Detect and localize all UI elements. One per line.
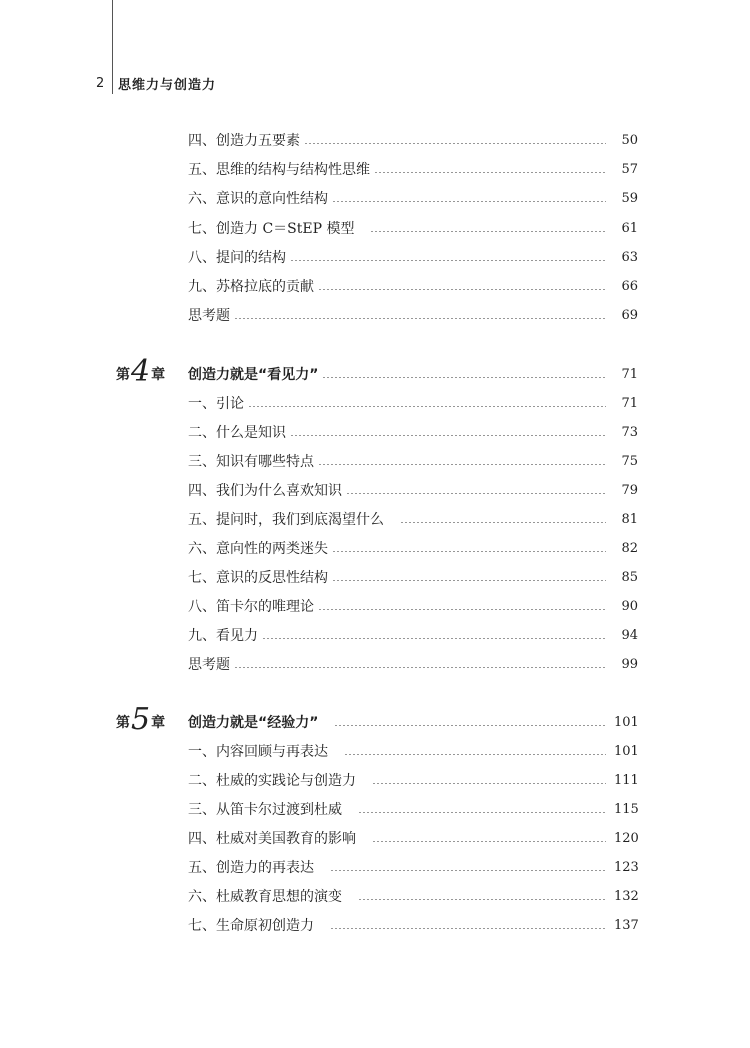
running-title: 思维力与创造力	[118, 77, 217, 93]
leader-dots	[374, 172, 606, 173]
entry-title: 六、意识的意向性结构	[188, 191, 328, 207]
entry-title: 七、生命原初创造力	[188, 918, 314, 934]
entry-title: 九、看见力	[188, 628, 258, 644]
entry-title: 二、杜威的实践论与创造力	[188, 773, 356, 789]
page-ref: 137	[614, 917, 639, 933]
page-ref: 71	[621, 366, 638, 382]
entry-title: 四、创造力五要素	[188, 133, 300, 149]
entry-title: 创造力就是“经验力”	[188, 715, 319, 731]
leader-dots	[262, 638, 606, 639]
entry-title: 七、创造力 C＝StEP 模型	[188, 221, 355, 237]
page-ref: 63	[621, 249, 638, 265]
leader-dots	[332, 201, 606, 202]
leader-dots	[290, 260, 606, 261]
toc-entry	[188, 565, 638, 589]
entry-title: 思考题	[188, 657, 230, 673]
page-ref: 101	[614, 714, 639, 730]
toc-entry	[188, 478, 638, 502]
toc-entry	[188, 826, 638, 850]
page-ref: 75	[621, 453, 638, 469]
toc-entry	[188, 536, 638, 560]
toc-entry	[188, 855, 638, 879]
entry-title: 九、苏格拉底的贡献	[188, 279, 314, 295]
leader-dots	[370, 231, 606, 232]
leader-dots	[372, 783, 606, 784]
page-ref: 50	[621, 132, 638, 148]
page-ref: 69	[621, 307, 638, 323]
leader-dots	[346, 493, 606, 494]
page-ref: 132	[614, 888, 639, 904]
leader-dots	[332, 551, 606, 552]
toc-entry	[188, 652, 638, 676]
entry-title: 五、提问时，我们到底渴望什么	[188, 512, 384, 528]
leader-dots	[400, 522, 606, 523]
page-ref: 120	[614, 830, 639, 846]
page-ref: 82	[621, 540, 638, 556]
chapter-5-number: 5	[131, 702, 151, 737]
page-ref: 90	[621, 598, 638, 614]
entry-title: 创造力就是“看见力”	[188, 367, 319, 383]
chapter-4-number: 4	[131, 354, 151, 389]
entry-title: 章	[151, 367, 166, 383]
chapter-5-label	[116, 702, 166, 737]
leader-dots	[358, 899, 606, 900]
page-number: 2	[96, 75, 105, 91]
page-ref: 123	[614, 859, 639, 875]
toc-entry	[188, 768, 638, 792]
page-ref: 57	[621, 161, 638, 177]
entry-title: 二、什么是知识	[188, 425, 286, 441]
page-ref: 101	[614, 743, 639, 759]
toc-entry	[188, 913, 638, 937]
chapter-4-heading	[188, 362, 638, 386]
page-ref: 99	[621, 656, 638, 672]
toc-entry	[188, 216, 638, 240]
leader-dots	[358, 812, 606, 813]
entry-title: 第	[116, 367, 130, 383]
toc-entry	[188, 391, 638, 415]
entry-title: 第	[116, 715, 130, 731]
page-ref: 111	[614, 772, 639, 788]
entry-title: 五、思维的结构与结构性思维	[188, 162, 370, 178]
leader-dots	[318, 464, 606, 465]
leader-dots	[322, 377, 606, 378]
page-ref: 85	[621, 569, 638, 585]
toc-entry	[188, 128, 638, 152]
entry-title: 八、提问的结构	[188, 250, 286, 266]
entry-title: 思考题	[188, 308, 230, 324]
toc-entry	[188, 274, 638, 298]
toc-entry	[188, 739, 638, 763]
chapter-4-label	[116, 354, 166, 389]
leader-dots	[372, 841, 606, 842]
toc-entry	[188, 507, 638, 531]
leader-dots	[248, 406, 606, 407]
page-ref: 59	[621, 190, 638, 206]
entry-title: 六、杜威教育思想的演变	[188, 889, 342, 905]
entry-title: 六、意向性的两类迷失	[188, 541, 328, 557]
entry-title: 一、引论	[188, 396, 244, 412]
toc-entry	[188, 157, 638, 181]
leader-dots	[332, 580, 606, 581]
entry-title: 四、我们为什么喜欢知识	[188, 483, 342, 499]
page-ref: 79	[621, 482, 638, 498]
leader-dots	[318, 609, 606, 610]
leader-dots	[330, 870, 606, 871]
leader-dots	[234, 667, 606, 668]
leader-dots	[318, 289, 606, 290]
toc-entry	[188, 884, 638, 908]
page-ref: 73	[621, 424, 638, 440]
entry-title: 四、杜威对美国教育的影响	[188, 831, 356, 847]
leader-dots	[344, 754, 606, 755]
entry-title: 章	[151, 715, 166, 731]
toc-entry	[188, 797, 638, 821]
leader-dots	[330, 928, 606, 929]
page-ref: 71	[621, 395, 638, 411]
toc-entry	[188, 303, 638, 327]
toc-entry	[188, 186, 638, 210]
entry-title: 三、知识有哪些特点	[188, 454, 314, 470]
toc-entry	[188, 420, 638, 444]
toc-entry	[188, 449, 638, 473]
entry-title: 八、笛卡尔的唯理论	[188, 599, 314, 615]
page-ref: 66	[621, 278, 638, 294]
entry-title: 五、创造力的再表达	[188, 860, 314, 876]
leader-dots	[290, 435, 606, 436]
toc-entry	[188, 245, 638, 269]
toc-entry	[188, 594, 638, 618]
toc-entry	[188, 623, 638, 647]
leader-dots	[334, 725, 606, 726]
entry-title: 七、意识的反思性结构	[188, 570, 328, 586]
page-ref: 61	[621, 220, 638, 236]
leader-dots	[234, 318, 606, 319]
running-header	[96, 72, 216, 94]
chapter-5-heading	[188, 710, 638, 734]
entry-title: 三、从笛卡尔过渡到杜威	[188, 802, 342, 818]
entry-title: 一、内容回顾与再表达	[188, 744, 328, 760]
page-ref: 94	[621, 627, 638, 643]
page-ref: 115	[614, 801, 639, 817]
page-ref: 81	[621, 511, 638, 527]
leader-dots	[304, 143, 606, 144]
